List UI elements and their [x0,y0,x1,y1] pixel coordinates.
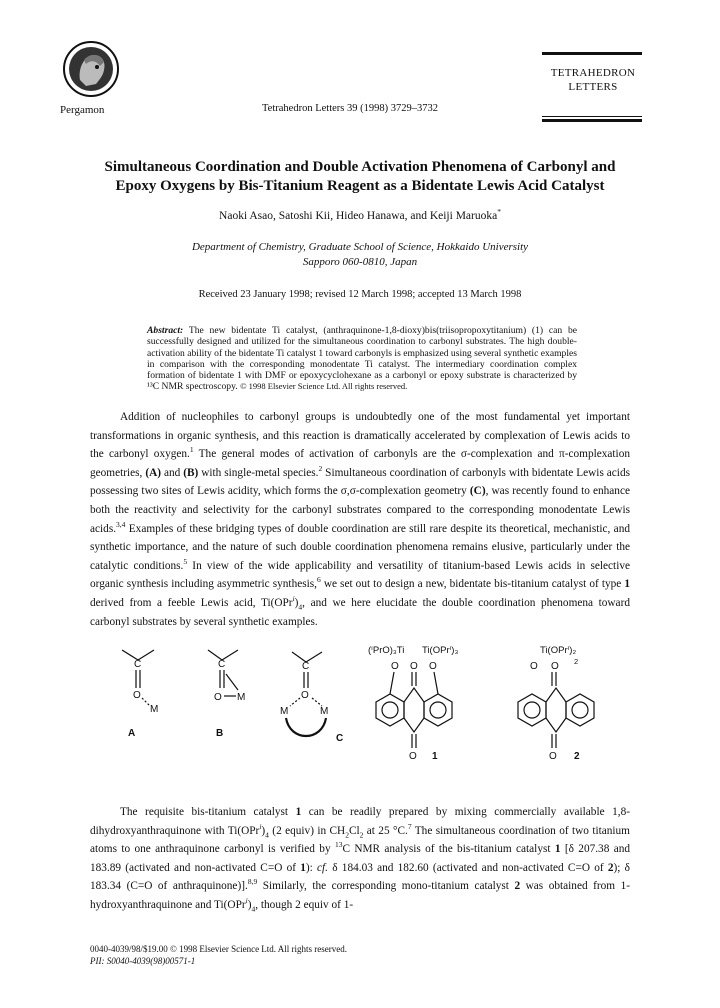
atom-M-C1: M [280,706,289,717]
atom-C-C: C [302,661,310,672]
header-rule-bottom-1 [542,116,642,117]
ti-subscript-2: 2 [574,657,579,666]
authors: Naoki Asao, Satoshi Kii, Hideo Hanawa, and Keiji Maruoka* [219,207,501,222]
label-B: B [216,728,224,739]
ti-group-left: (ⁱPrO)₃Ti [368,645,405,656]
journal-citation: Tetrahedron Letters 39 (1998) 3729–3732 [262,103,438,114]
structure-C [280,652,343,744]
ti-group-right: Ti(OPrⁱ)₃ [422,645,459,656]
label-2: 2 [574,751,580,762]
atom-M-B: M [237,692,246,703]
affiliation-line2: Sapporo 060-0810, Japan [302,256,418,268]
atom-O-C: O [301,690,309,701]
ti-group-top: Ti(OPrⁱ)₂ [540,645,577,656]
body-paragraph-1: Addition of nucleophiles to carbonyl groups is undoubtedly one of the most fundamental yet important transformations in organic synthesis, and this reaction is dramatically accelerated by complexation of Lewis acids to the carbonyl oxygen.$^1$ The general modes of activation of carbonyls are the σ-complexation and π-complexation geometries, (A) and (B) with single-metal species.$^2$ Simultaneous coordination of carbonyls with bidentate Lewis acids possessing two sites of Lewis acidity, which forms the σ,σ-complexation geometry (C), was recently found to enhance both the reactivity and selectivity for the carbonyl substrates compared to the corresponding monodentate Lewis acids.$^{3,4}$ Examples of these bridging types of double coordination are still rare despite its theoretical, mechanistic, and synthetic importance, and the nature of such double coordination phenomena remains elusive, particularly under the catalytic conditions.$^5$ In view of the wide applicability and versatility of titanium-based Lewis acids in selective organic synthesis including asymmetric synthesis,$^6$ we set out to design a new, bidentate bis-titanium catalyst of type 1 derived from a feeble Lewis acid, $Ti(OPr^i)_4$, and we here elucidate the double coordination phenomena toward carbonyl substrates by several synthetic examples. [90,411,631,628]
atom-O-2a: O [530,661,538,672]
atom-C-A: C [134,659,142,670]
atom-O-2c: O [549,751,557,762]
author-list: Naoki Asao, Satoshi Kii, Hideo Hanawa, and Keiji Maruoka [219,210,498,222]
abstract-text: The new bidentate Ti catalyst, (anthraquinone-1,8-dioxy)bis(triisopropoxytitanium) (1) can be successfully designed and utilized for the simultaneous coordination to carbonyl substrates. The high double-activation ability of the bidentate Ti catalyst 1 toward carbonyls is emphasized using several synthetic examples in comparison with the corresponding monodentate Ti catalyst. The intermediary coordination complex formation of bidentate 1 with DMF or epoxycyclohexane as a carbonyl or epoxy substrate is characterized by ¹³C NMR spectroscopy. [147,325,577,393]
journal-title-line2: LETTERS [568,81,618,93]
atom-O-1a: O [391,661,399,672]
atom-O-A: O [133,690,141,701]
article-title [60,158,660,196]
publisher-name: Pergamon [60,104,105,116]
footer-pii: PII: S0040-4039(98)00571-1 [90,956,196,966]
abstract [147,325,577,393]
structure-scheme [100,638,660,798]
affiliation-line1: Department of Chemistry, Graduate School of Science, Hokkaido University [191,241,529,253]
atom-O-B: O [214,692,222,703]
structure-1 [368,645,458,762]
atom-O-1d: O [409,751,417,762]
received-dates: Received 23 January 1998; revised 12 March 1998; accepted 13 March 1998 [198,289,522,300]
header-rule-bottom-2 [542,119,642,122]
journal-title-line1: TETRAHEDRON [550,67,636,79]
footer [90,943,347,967]
title-line1: Simultaneous Coordination and Double Activation Phenomena of Carbonyl and [104,159,616,175]
atom-M-A: M [150,704,159,715]
structure-2 [518,645,594,762]
label-C: C [336,733,344,744]
header-rule-top [542,52,642,55]
publisher-logo [62,40,120,98]
label-1: 1 [432,751,438,762]
abstract-label: Abstract: [147,325,184,336]
affiliation [60,240,660,270]
atom-M-C2: M [320,706,329,717]
atom-O-1c: O [429,661,437,672]
atom-O-2b: O [551,661,559,672]
label-A: A [128,728,136,739]
abstract-copyright: © 1998 Elsevier Science Ltd. All rights reserved. [240,381,408,392]
atom-C-B: C [218,659,226,670]
structure-B [208,650,245,739]
body-paragraph-2: The requisite bis-titanium catalyst 1 can be readily prepared by mixing commercially available 1,8-dihydroxyanthraquinone with $Ti(OPr^i)_4$ (2 equiv) in $CH_2Cl_2$ at 25 °C.$^7$ The simultaneous coordination of two titanium atoms to one anthraquinone carbonyl is verified by $^{13}$C NMR analysis of the bis-titanium catalyst 1 [δ 207.38 and 183.89 (activated and non-activated C=O of 1): cf. δ 184.03 and 182.60 (activated and non-activated C=O of 2); δ 183.34 (C=O of anthraquinone)].$^{8,9}$ Similarly, the corresponding mono-titanium catalyst 2 was obtained from 1-hydroxyanthraquinone and $Ti(OPr^i)_4$, though 2 equiv of 1- [90,806,631,914]
structure-A [122,650,158,739]
footer-copyright: 0040-4039/98/$19.00 © 1998 Elsevier Science Ltd. All rights reserved. [90,944,348,954]
title-line2: Epoxy Oxygens by Bis-Titanium Reagent as a Bidentate Lewis Acid Catalyst [115,178,605,194]
atom-O-1b: O [410,661,418,672]
journal-title [545,66,641,94]
